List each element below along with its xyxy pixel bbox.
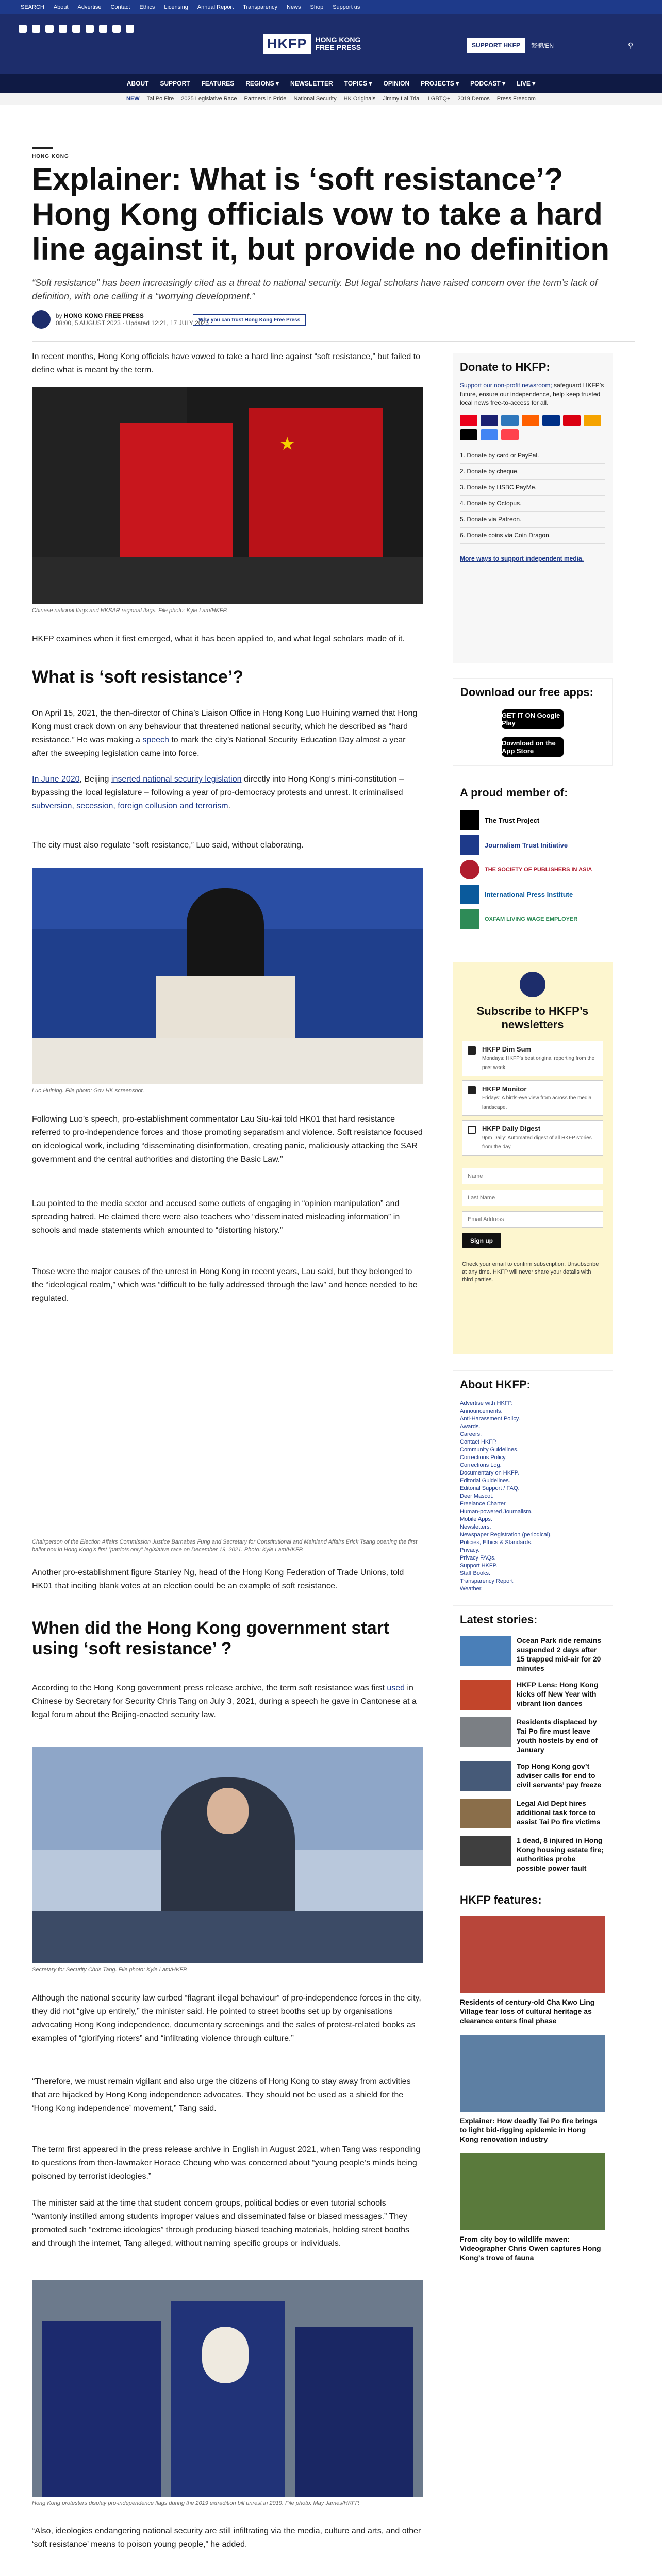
story-title: 1 dead, 8 injured in Hong Kong housing estate fire; authorities probe possible power fault (517, 1836, 604, 1872)
nav-item[interactable]: TOPICS ▾ (344, 80, 372, 87)
latest-story[interactable] (460, 1761, 605, 1791)
story-title: Residents displaced by Tai Po fire must leave youth hostels by end of January (517, 1718, 598, 1754)
paypal-icon (542, 415, 560, 426)
article-dates: 08:00, 5 AUGUST 2023 · Updated 12:21, 17 JULY 2025 (56, 319, 209, 327)
stage (32, 1038, 423, 1084)
main-nav (0, 74, 662, 93)
photo-caption: Luo Huining. File photo: Gov HK screenshot. (32, 1088, 144, 1094)
about-link[interactable]: Freelance Charter. (460, 1501, 507, 1507)
speaker-figure (187, 888, 264, 981)
story-title: HKFP Lens: Hong Kong kicks off New Year with vibrant lion dances (517, 1681, 599, 1707)
about-link[interactable]: Policies, Ethics & Standards. (460, 1539, 533, 1546)
member-item[interactable] (460, 857, 605, 882)
discover-icon (522, 415, 539, 426)
mastodon-icon[interactable] (99, 25, 107, 33)
newsletter-option[interactable] (462, 1041, 603, 1076)
trending-item[interactable]: 2019 Demos (457, 96, 490, 102)
hkfp-logo[interactable] (263, 31, 398, 57)
latest-story[interactable] (460, 1717, 605, 1754)
latest-story[interactable] (460, 1680, 605, 1710)
nav-item[interactable]: FEATURES (201, 80, 235, 87)
about-link[interactable]: Support HKFP. (460, 1563, 498, 1569)
member-item[interactable] (460, 907, 605, 931)
donate-option[interactable]: 1. Donate by card or PayPal. (460, 448, 605, 464)
feature-thumbnail (460, 2153, 605, 2230)
desk (32, 1911, 423, 1963)
article-paragraph (32, 773, 423, 813)
donate-option[interactable]: 6. Donate coins via Coin Dragon. (460, 528, 605, 544)
about-link[interactable]: Mobile Apps. (460, 1516, 492, 1522)
google-play-button[interactable]: GET IT ON Google Play (502, 709, 564, 729)
paragraph-text: On April 15, 2021, the then-director of China’s Liaison Office in Hong Kong Luo Huining warned that Hong Kong must crack down on any behaviour that threatened national security, which he described as “hard resistance.” He was making a (32, 709, 418, 744)
feature-title: Residents of century-old Cha Kwo Ling Village fear loss of cultural heritage as clearance enters final phase (460, 1998, 595, 2025)
photo-caption: Hong Kong protesters display pro-independence flags during the 2019 extradition bill unrest in 2019. File photo: May James/HKFP. (32, 2500, 360, 2506)
amex-icon (501, 415, 519, 426)
about-link[interactable]: Human-powered Journalism. (460, 1509, 533, 1515)
speech-link[interactable]: speech (142, 736, 169, 744)
article-category[interactable]: HONG KONG (32, 154, 69, 159)
member-label: The Trust Project (485, 816, 540, 824)
about-link[interactable]: Announcements. (460, 1408, 503, 1414)
author-name[interactable]: HONG KONG FREE PRESS (64, 312, 144, 319)
topbar-item[interactable]: Advertise (77, 4, 102, 10)
member-item[interactable] (460, 833, 605, 857)
photo-caption: Secretary for Security Chris Tang. File photo: Kyle Lam/HKFP. (32, 1967, 188, 1973)
about-link[interactable]: Newspaper Registration (periodical). (460, 1532, 552, 1538)
checkbox-unchecked[interactable] (468, 1126, 476, 1134)
photo-luo-huining (32, 868, 423, 1084)
trust-pill[interactable]: Why you can trust Hong Kong Free Press (193, 314, 306, 326)
paragraph-text: The minister said at the time that student concern groups, political bodies or even tutorial schools “wantonly instilled among students improper values and disseminated false or biased messages.” They promoted such “extreme ideologies” through producing biased teaching materials, holding street booths and through the internet, Tang alleged, without naming specific groups or individuals. (32, 2199, 409, 2248)
story-thumbnail (460, 1636, 511, 1666)
checkbox-checked[interactable] (468, 1046, 476, 1055)
more-ways-link[interactable]: More ways to support independent media. (460, 555, 584, 562)
topbar-item[interactable]: Licensing (164, 4, 188, 10)
patreon-icon (501, 429, 519, 440)
face (207, 1788, 249, 1834)
section-heading (32, 667, 423, 687)
linkedin-icon[interactable] (72, 25, 80, 33)
newsletter-name: HKFP Daily Digest (482, 1125, 541, 1132)
payme-icon (563, 415, 581, 426)
nav-item[interactable]: PROJECTS ▾ (421, 80, 459, 87)
article-paragraph (32, 1992, 423, 2045)
trending-item[interactable]: National Security (293, 96, 337, 102)
paragraph-text: The term first appeared in the press release archive in English in August 2021, when Tang was responding to questions from then-lawmaker Horace Cheung who was concerned about “young people’s minds being poisoned by terrorist ideologies.” (32, 2145, 421, 2181)
feature-story[interactable] (460, 1916, 605, 2025)
apps-title: Download our free apps: (460, 686, 593, 699)
june-2020-link[interactable]: In June 2020 (32, 775, 80, 784)
newsletter-title: Subscribe to HKFP’s newsletters (476, 1005, 589, 1031)
paragraph-text: Those were the major causes of the unrest in Hong Kong in recent years, Lau said, but they belonged to the “ideological realm,” which was “difficult to be fully addressed through the law” and hence needed to be regulated. (32, 1267, 418, 1303)
paragraph-text: . (228, 802, 231, 810)
about-link[interactable]: Anti-Harassment Policy. (460, 1416, 520, 1422)
byline (32, 310, 209, 329)
paragraph-text: Following Luo’s speech, pro-establishment commentator Lau Siu-kai told HK01 that hard resistance referred to pro-independence forces and those promoting separatism and violence. Soft resistance focused on ideological work, including “disseminating disinformation, creating panic, maliciously attacking the SAR government and the central authorities and distorting the Basic Law.” (32, 1115, 423, 1164)
mastercard-icon (460, 415, 477, 426)
photo-caption: Chinese national flags and HKSAR regional flags. File photo: Kyle Lam/HKFP. (32, 607, 228, 614)
byline-prefix: by (56, 312, 62, 319)
about-link[interactable]: Corrections Policy. (460, 1454, 507, 1461)
paragraph-text: to mark the city’s National Security Education Day almost a year after the sweeping legislation came into force. (32, 736, 406, 758)
photo-flags (32, 387, 423, 604)
newsletter-option[interactable] (462, 1120, 603, 1156)
nav-item[interactable]: LIVE ▾ (517, 80, 536, 87)
hkfp-badge-icon (520, 972, 545, 997)
story-thumbnail (460, 1680, 511, 1710)
member-item[interactable] (460, 882, 605, 907)
topbar-item[interactable]: News (287, 4, 301, 10)
apps-box (453, 678, 613, 766)
trust-project-icon (460, 810, 479, 830)
donate-option[interactable]: 5. Donate via Patreon. (460, 512, 605, 528)
heading-text: What is ‘soft resistance’? (32, 667, 243, 687)
topbar-item[interactable]: Ethics (139, 4, 155, 10)
topbar-item[interactable]: SEARCH (21, 4, 44, 10)
article-paragraph (32, 2075, 423, 2115)
newsletter-desc: 9pm Daily: Automated digest of all HKFP stories from the day. (482, 1135, 592, 1150)
latest-story[interactable] (460, 1836, 605, 1873)
about-title: About HKFP: (460, 1378, 531, 1391)
donate-option[interactable]: 4. Donate by Octopus. (460, 496, 605, 512)
newsletter-desc: Fridays: A birds-eye view from across the media landscape. (482, 1095, 592, 1110)
twitter-icon[interactable] (19, 25, 27, 33)
newsletter-name: HKFP Dim Sum (482, 1045, 532, 1053)
new-label: NEW (126, 96, 140, 102)
story-title: Ocean Park ride remains suspended 2 days after 15 trapped mid-air for 20 minutes (517, 1636, 602, 1672)
about-link[interactable]: Corrections Log. (460, 1462, 502, 1468)
article-excerpt: “Soft resistance” has been increasingly cited as a threat to national security. But legal scholars have raised concern over the term’s lack of definition, with one calling it a “worrying development.” (32, 278, 598, 301)
nav-item[interactable]: SUPPORT (160, 80, 190, 87)
about-link[interactable]: Editorial Guidelines. (460, 1478, 510, 1484)
social-icons (19, 25, 134, 33)
donate-option[interactable]: 2. Donate by cheque. (460, 464, 605, 480)
payment-logos (460, 415, 605, 440)
feature-title: Explainer: How deadly Tai Po fire brings to light bid-rigging epidemic in Hong Kong renovation industry (460, 2116, 598, 2143)
article-paragraph (32, 1682, 423, 1722)
nav-item[interactable]: OPINION (383, 80, 410, 87)
article-paragraph (32, 2143, 423, 2183)
logo-line-2: FREE PRESS (315, 43, 361, 52)
topbar-item[interactable]: Contact (110, 4, 130, 10)
donate-box (453, 353, 613, 663)
about-link[interactable]: Careers. (460, 1431, 482, 1437)
used-link[interactable]: used (387, 1684, 405, 1692)
article-paragraph (32, 350, 423, 377)
kicker-rule (32, 147, 53, 149)
flag-shape (249, 408, 383, 563)
support-hkfp-button[interactable]: SUPPORT HKFP (467, 38, 525, 53)
about-link[interactable]: Advertise with HKFP. (460, 1400, 513, 1406)
latest-box (453, 1605, 613, 1872)
members-title: A proud member of: (460, 786, 568, 799)
donate-options (460, 448, 605, 544)
octopus-icon (584, 415, 601, 426)
logo-mark: HKFP (263, 34, 311, 54)
about-link[interactable]: Staff Books. (460, 1570, 491, 1577)
trending-item[interactable]: 2025 Legislative Race (181, 96, 237, 102)
photo-protesters (32, 2280, 423, 2497)
paragraph-text: Lau pointed to the media sector and accused some outlets of engaging in “opinion manipulation” and spreading hatred. He claimed there were also teachers who “disseminated misleading information” in schools and made statements which amounted to “distorting history.” (32, 1199, 400, 1235)
trending-item[interactable]: Tai Po Fire (146, 96, 174, 102)
threads-icon[interactable] (59, 25, 67, 33)
sopa-icon (460, 860, 479, 879)
paragraph-text: “Therefore, we must remain vigilant and also urge the citizens of Hong Kong to stay away from activities that are hijacked by Hong Kong independence advocates. They should not be used as a shield for the ‘Hong Kong independence’ movement,” Tang said. (32, 2077, 411, 2113)
flag-shape (42, 2321, 161, 2497)
paragraph-text: in Chinese by Secretary for Security Chris Tang on July 3, 2021, during a speech he gave in Cantonese at a legal forum about the Beijing-enacted security law. (32, 1684, 417, 1719)
trending-item[interactable]: LGBTQ+ (427, 96, 451, 102)
nav-item[interactable]: PODCAST ▾ (470, 80, 506, 87)
features-box (453, 1886, 613, 2318)
applepay-icon (460, 429, 477, 440)
feature-story[interactable] (460, 2035, 605, 2144)
logo-text (316, 36, 361, 52)
rss-icon[interactable] (126, 25, 134, 33)
nsl-link[interactable]: inserted national security legislation (111, 775, 242, 784)
topbar-item[interactable]: Support us (333, 4, 360, 10)
about-link[interactable]: Weather. (460, 1586, 483, 1592)
search-icon[interactable]: ⚲ (628, 41, 634, 49)
facebook-icon[interactable] (32, 25, 40, 33)
trending-item[interactable]: Press Freedom (496, 96, 536, 102)
telegram-icon[interactable] (112, 25, 121, 33)
article-paragraph (32, 2197, 423, 2250)
article-paragraph (32, 633, 423, 646)
paragraph-text: Although the national security law curbed “flagrant illegal behaviour” of pro-independence forces in the city, they did not “give up entirely,” the minister said. He pointed to street booths set up by organisations advocating Hong Kong independence, documentary screenings and the sales of protest-related books as examples of “glorifying rioters” and “infiltrating violence through culture.” (32, 1994, 421, 2043)
article-paragraph (32, 1265, 423, 1306)
photo-caption: Chairperson of the Election Affairs Commission Justice Barnabas Fung and Secretary for Constitutional and Mainland Affairs Erick Tsang opening the first ballot box in Hong Kong’s first “patriots only” legislative race on December 19, 2021. Photo: Kyle Lam/HKFP. (32, 1539, 418, 1553)
feature-story[interactable] (460, 2153, 605, 2262)
visa-icon (481, 415, 498, 426)
member-label: OXFAM LIVING WAGE EMPLOYER (485, 916, 578, 922)
support-link[interactable]: Support our non-profit newsroom; (460, 382, 552, 389)
photo-placeholder (32, 1319, 423, 1535)
nav-item[interactable]: ABOUT (126, 80, 149, 87)
donate-intro: safeguard HKFP’s future, ensure our independence, help keep trusted local news free-to-access for all. (460, 382, 604, 406)
last-name-input[interactable] (462, 1190, 603, 1206)
topbar-item[interactable]: Annual Report (197, 4, 234, 10)
star-icon: ★ (279, 434, 295, 454)
story-title: Legal Aid Dept hires additional task force to assist Tai Po fire victims (517, 1799, 601, 1826)
paragraph-text: “Also, ideologies endangering national security are still infiltrating via the media, culture and arts, and other ‘soft resistance’ means to poison young people,” he added. (32, 2527, 421, 2549)
oxfam-icon (460, 909, 479, 929)
about-link[interactable]: Editorial Support / FAQ. (460, 1485, 520, 1492)
newsletter-option[interactable] (462, 1080, 603, 1116)
app-store-button[interactable]: Download on the App Store (502, 737, 564, 757)
about-link[interactable]: Contact HKFP. (460, 1439, 497, 1445)
member-label: International Press Institute (485, 890, 573, 899)
about-link[interactable]: Privacy. (460, 1547, 480, 1553)
about-link[interactable]: Awards. (460, 1423, 481, 1430)
donate-title: Donate to HKFP: (460, 361, 550, 374)
article-paragraph (32, 2524, 423, 2551)
email-input[interactable] (462, 1211, 603, 1228)
feature-thumbnail (460, 2035, 605, 2112)
language-switch[interactable]: 繁體/EN (531, 42, 554, 49)
about-link[interactable]: Community Guidelines. (460, 1447, 519, 1453)
offences-link[interactable]: subversion, secession, foreign collusion and terrorism (32, 802, 228, 810)
paragraph-text: HKFP examines when it first emerged, what it has been applied to, and what legal scholars made of it. (32, 635, 405, 643)
trending-item[interactable]: Partners in Pride (244, 96, 287, 102)
top-utility-bar (0, 0, 662, 14)
paragraph-text: According to the Hong Kong government press release archive, the term soft resistance was first (32, 1684, 387, 1692)
newsletter-note: Check your email to confirm subscription. Unsubscribe at any time. HKFP will never share your details with third parties. (462, 1261, 599, 1283)
article-paragraph (32, 839, 423, 852)
members-box (453, 779, 613, 949)
paragraph-text: In recent months, Hong Kong officials have vowed to take a hard line against “soft resistance,” but failed to define what is meant by the term. (32, 352, 421, 375)
article-paragraph (32, 1113, 423, 1166)
latest-title: Latest stories: (460, 1613, 538, 1626)
flag-shape (120, 423, 233, 557)
about-link[interactable]: Privacy FAQs. (460, 1555, 496, 1561)
flag-shape (295, 2327, 413, 2497)
instagram-icon[interactable] (45, 25, 54, 33)
paragraph-text: directly into Hong Kong’s mini-constitution – bypassing the local legislature – following a year of pro-democracy protests and unrest. It criminalised (32, 775, 404, 797)
jti-icon (460, 835, 479, 855)
donate-option[interactable]: 3. Donate by HSBC PayMe. (460, 480, 605, 496)
newsletter-desc: Mondays: HKFP’s best original reporting from the past week. (482, 1056, 595, 1071)
member-item[interactable] (460, 808, 605, 833)
heading-text: When did the Hong Kong government start using ‘soft resistance’ ? (32, 1618, 390, 1658)
about-link[interactable]: Deer Mascot. (460, 1493, 494, 1499)
youtube-icon[interactable] (86, 25, 94, 33)
nav-item[interactable]: REGIONS ▾ (245, 80, 279, 87)
story-thumbnail (460, 1717, 511, 1747)
topbar-item[interactable]: About (53, 4, 69, 10)
image-shadow (32, 557, 423, 604)
article-paragraph (32, 1566, 423, 1593)
author-avatar (32, 310, 51, 329)
ipi-icon (460, 885, 479, 904)
member-label: Journalism Trust Initiative (485, 841, 568, 849)
divider (32, 341, 635, 342)
about-link[interactable]: Newsletters. (460, 1524, 491, 1530)
sign-up-button[interactable]: Sign up (462, 1233, 501, 1248)
first-name-input[interactable] (462, 1168, 603, 1184)
story-title: Top Hong Kong gov’t adviser calls for end to civil servants’ pay freeze (517, 1762, 602, 1789)
about-box (453, 1370, 613, 1592)
article-paragraph (32, 1197, 423, 1238)
logo-line-1: HONG KONG (315, 35, 361, 44)
member-label: THE SOCIETY OF PUBLISHERS IN ASIA (485, 866, 592, 873)
topbar-item[interactable]: Transparency (243, 4, 277, 10)
about-link[interactable]: Documentary on HKFP. (460, 1470, 519, 1476)
googlepay-icon (481, 429, 498, 440)
newsletter-name: HKFP Monitor (482, 1085, 527, 1093)
trending-item[interactable]: Jimmy Lai Trial (383, 96, 421, 102)
about-link[interactable]: Transparency Report. (460, 1578, 515, 1584)
trending-nav (0, 93, 662, 105)
paragraph-text: The city must also regulate “soft resistance,” Luo said, without elaborating. (32, 841, 304, 850)
story-thumbnail (460, 1836, 511, 1866)
byline-text (56, 312, 209, 327)
article-title: Explainer: What is ‘soft resistance’? Hong Kong officials vow to take a hard line against it, but provide no definition (32, 162, 609, 266)
checkbox-checked[interactable] (468, 1086, 476, 1094)
topbar-item[interactable]: Shop (310, 4, 324, 10)
paragraph-text: , Beijing (79, 775, 111, 784)
photo-chris-tang (32, 1747, 423, 1963)
story-thumbnail (460, 1799, 511, 1828)
feature-thumbnail (460, 1916, 605, 1993)
article-paragraph (32, 707, 423, 760)
latest-story[interactable] (460, 1636, 605, 1673)
newsletter-box (453, 962, 613, 1354)
about-links (460, 1400, 605, 1593)
section-heading (32, 1618, 423, 1659)
latest-story[interactable] (460, 1799, 605, 1828)
features-title: HKFP features: (460, 1893, 542, 1906)
paragraph-text: Another pro-establishment figure Stanley Ng, head of the Hong Kong Federation of Trade Unions, told HK01 that inciting blank votes at an election could be an example of soft resistance. (32, 1568, 404, 1590)
story-thumbnail (460, 1761, 511, 1791)
nav-item[interactable]: NEWSLETTER (290, 80, 333, 87)
feature-title: From city boy to wildlife maven: Videographer Chris Owen captures Hong Kong’s trove of fauna (460, 2235, 601, 2262)
mask-shape (202, 2327, 249, 2383)
trending-item[interactable]: HK Originals (343, 96, 376, 102)
